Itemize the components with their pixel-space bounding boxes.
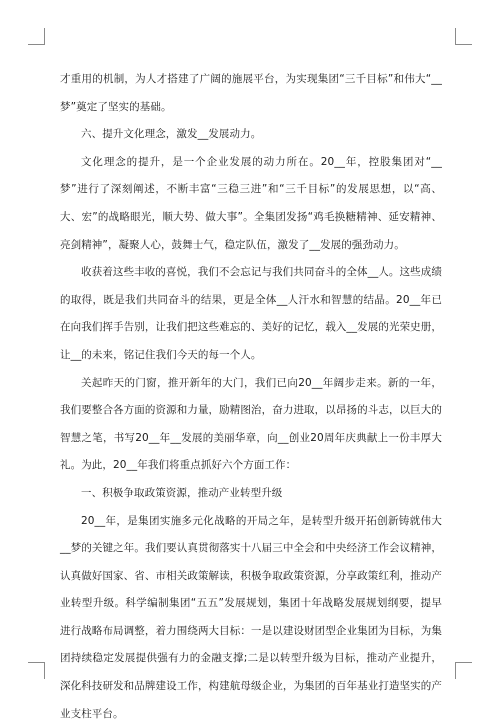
paragraph-transformation: 20__年，是集团实施多元化战略的开局之年，是转型升级开拓创新铸就伟大__梦的关键之年。我们要认真贯彻落实十八届三中全会和中央经济工作会议精神，认真做好国家、省、市相关政策解读，积极争取政策资源，分享政策红利，推动产业转型升级。科学编制集团“五五”发展规划，集团十年战略发展规划纲要，提早进行战略布局调整，着力围绕两大目标：一是以建设财团型企业集团为目标，为集团持续稳定发展提供强有力的金融支撑;二是以转型升级为目标，推动产业提升，深化科技研发和品牌建设工作，构建航母级企业，为集团的百年基业打造坚实的产业支柱平台。: [60, 508, 442, 728]
document-body: [60, 66, 442, 728]
paragraph-new-year: 关起昨天的门窗，推开新年的大门，我们已向20__年阔步走来。新的一年，我们要整合各方面的资源和力量，励精图治，奋力进取，以昂扬的斗志，以巨大的智慧之笔，书写20__年__发展的美丽华章，向__创业20周年庆典献上一份丰厚大礼。为此，20__年我们将重点抓好六个方面工作：: [60, 370, 442, 480]
crop-mark-top-left: [28, 28, 45, 45]
paragraph-gratitude: 收获着这些丰收的喜悦，我们不会忘记与我们共同奋斗的全体__人。这些成绩的取得，既是我们共同奋斗的结果，更是全体__人汗水和智慧的结晶。20__年已在向我们挥手告别，让我们把这些难忘的、美好的记忆，载入__发展的光荣史册，让__的未来，铭记住我们今天的每一个人。: [60, 259, 442, 369]
section-heading-six: 六、提升文化理念，激发__发展动力。: [60, 121, 442, 149]
crop-mark-bottom-left: [28, 662, 45, 679]
paragraph-continuation: 才重用的机制，为人才搭建了广阔的施展平台，为实现集团“三千目标”和伟大“__梦”奠定了坚实的基础。: [60, 66, 442, 121]
crop-mark-top-right: [455, 28, 472, 45]
paragraph-culture: 文化理念的提升，是一个企业发展的动力所在。20__年，控股集团对“__梦”进行了深刻阐述，不断丰富“三稳三进”和“三千目标”的发展思想，以“高、大、宏”的战略眼光，顺大势、做大事”。全集团发扬“鸡毛换糖精神、延安精神、亮剑精神”，凝聚人心，鼓舞士气，稳定队伍，激发了__发展的强劲动力。: [60, 149, 442, 259]
crop-mark-bottom-right: [455, 662, 472, 679]
section-heading-one: 一、积极争取政策资源，推动产业转型升级: [60, 480, 442, 508]
